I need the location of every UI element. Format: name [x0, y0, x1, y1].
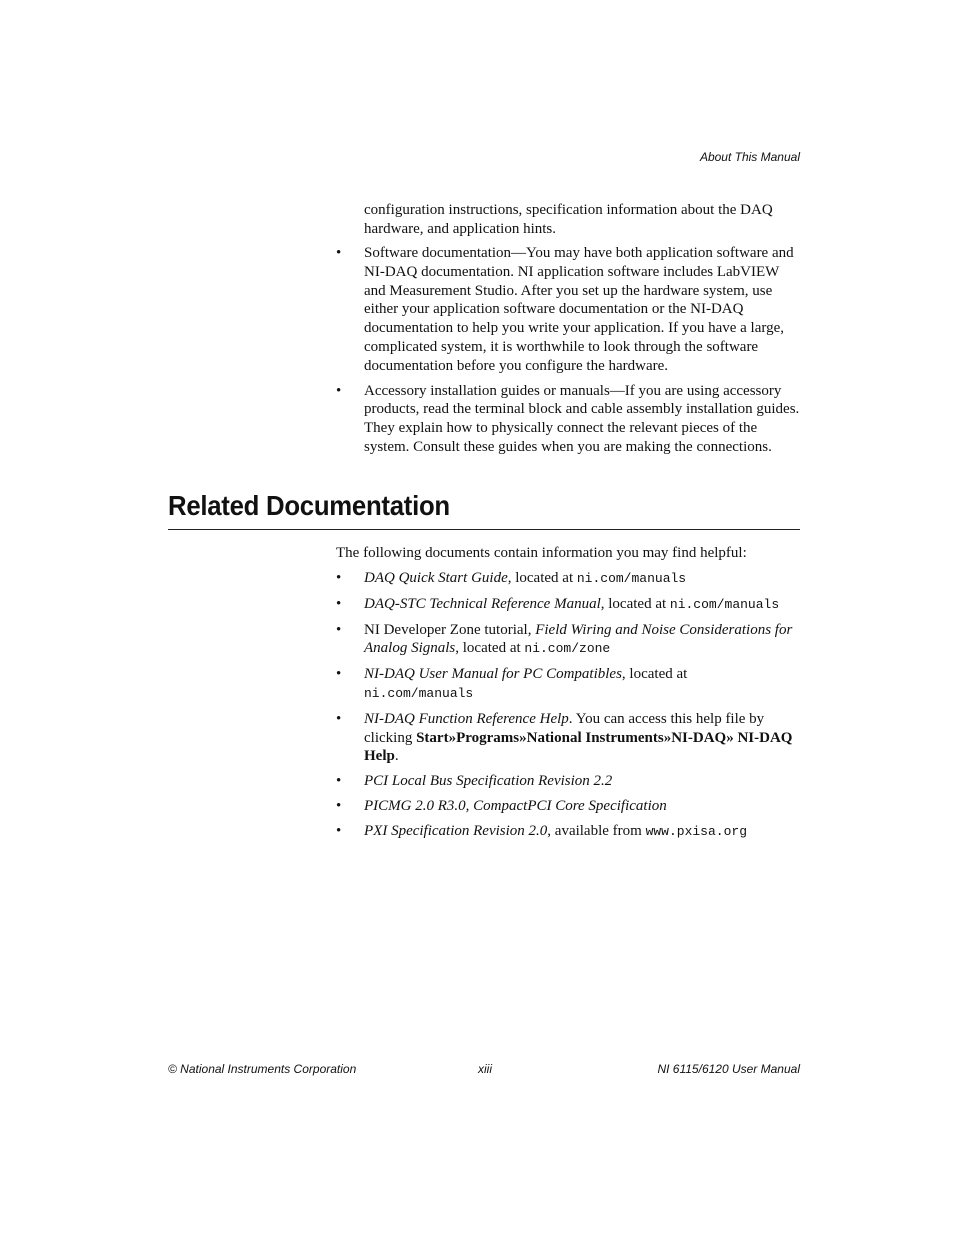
running-header: About This Manual [699, 150, 800, 164]
list-item: • DAQ-STC Technical Reference Manual, located at ni.com/manuals [336, 595, 800, 615]
doc-title: DAQ Quick Start Guide [364, 570, 508, 586]
doc-title: PICMG 2.0 R3.0, CompactPCI Core Specification [364, 797, 667, 814]
list-item: • PXI Specification Revision 2.0, available from www.pxisa.org [336, 822, 800, 842]
menu-path: Start»Programs»National Instruments»NI-DAQ» NI-DAQ Help [364, 729, 793, 765]
doc-title: NI-DAQ Function Reference Help [364, 710, 569, 727]
continued-paragraph: configuration instructions, specification information about the DAQ hardware, and application hints. [364, 202, 773, 237]
list-item [336, 797, 800, 816]
doc-title: DAQ-STC Technical Reference Manual [364, 595, 601, 612]
documentation-types-list [336, 244, 800, 463]
doc-title: PXI Specification Revision 2.0 [364, 822, 548, 839]
footer-manual-title: NI 6115/6120 User Manual [657, 1062, 800, 1076]
list-item: • DAQ Quick Start Guide, located at ni.com/manuals [336, 569, 800, 589]
list-item: • Accessory installation guides or manuals—If you are using accessory products, read the terminal block and cable assembly installation guides. They explain how to physically connect the relevant pieces of the system. Consult these guides when you are making the connections. [336, 382, 800, 457]
related-docs-list [336, 569, 800, 848]
section-intro: The following documents contain information you may find helpful: [336, 545, 747, 561]
list-item: • NI-DAQ User Manual for PC Compatibles, located at ni.com/manuals [336, 665, 800, 704]
page-number: xiii [478, 1062, 492, 1076]
section-heading: Related Documentation [168, 490, 450, 521]
footer-copyright: © National Instruments Corporation [168, 1062, 357, 1076]
doc-link[interactable]: ni.com/manuals [669, 596, 780, 612]
list-item: • Software documentation—You may have both application software and NI-DAQ documentation. NI application software includes LabVIEW and Measurement Studio. After you set up the hardware system, use either your application software documentation or the NI-DAQ documentation to help you write your application. If you have a large, complicated system, it is worthwhile to look through the software documentation before you configure the hardware. [336, 244, 800, 376]
heading-rule [168, 529, 800, 530]
doc-link[interactable]: ni.com/manuals [364, 685, 474, 701]
doc-title: NI-DAQ User Manual for PC Compatibles [364, 666, 622, 683]
list-item [336, 772, 800, 791]
doc-link[interactable]: www.pxisa.org [645, 823, 747, 839]
list-item: • NI-DAQ Function Reference Help. You can access this help file by clicking Start»Programs»National Instruments»NI-DAQ» NI-DAQ Help. [336, 710, 800, 766]
list-item: • NI Developer Zone tutorial, Field Wiring and Noise Considerations for Analog Signals, located at ni.com/zone [336, 621, 800, 660]
doc-title: PCI Local Bus Specification Revision 2.2 [364, 773, 613, 790]
doc-link[interactable]: ni.com/manuals [576, 571, 687, 586]
doc-link[interactable]: ni.com/zone [524, 641, 611, 657]
doc-title: Field Wiring and Noise Considerations for Analog Signals [364, 621, 793, 657]
